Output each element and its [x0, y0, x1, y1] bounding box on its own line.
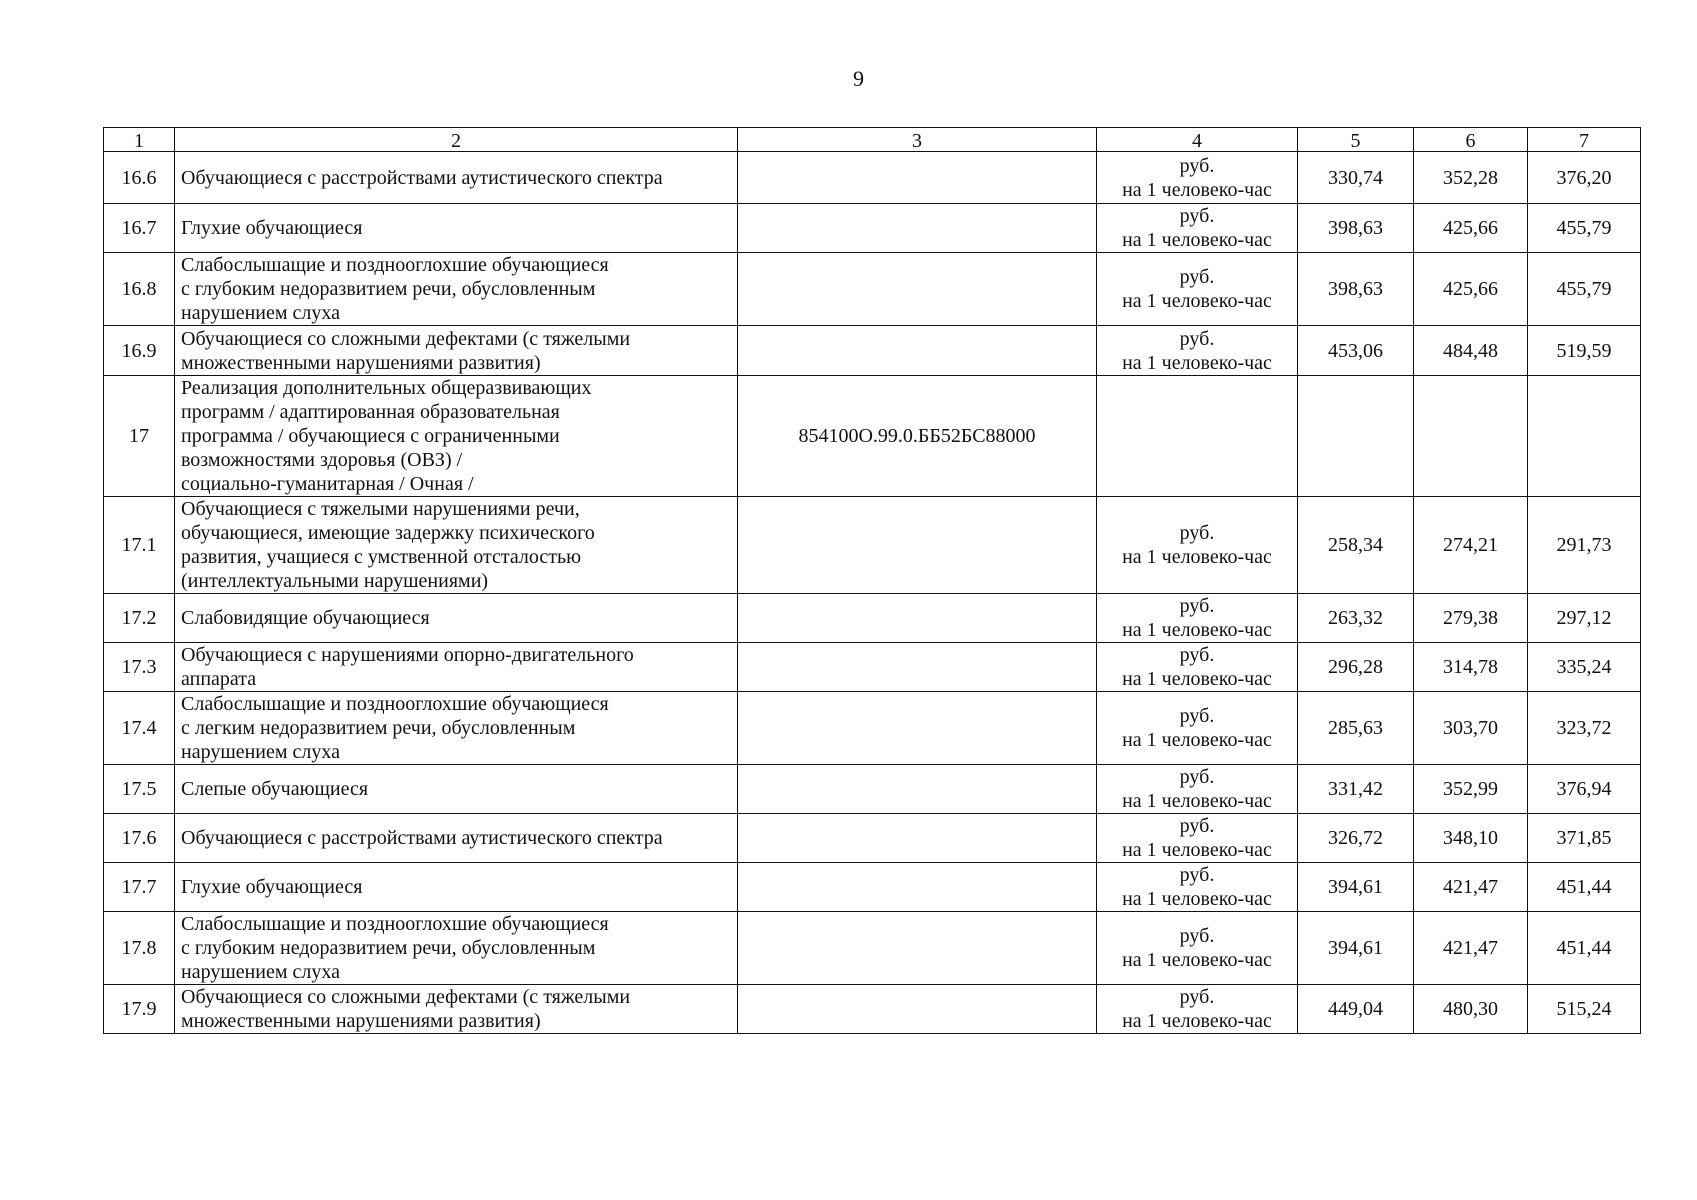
value-col-7: 376,94 — [1528, 765, 1641, 814]
unit-of-measure — [1097, 253, 1298, 326]
unit-line: на 1 человеко-час — [1122, 546, 1272, 568]
service-code — [738, 692, 1097, 765]
description-line: Слабослышащие и позднооглохшие обучающиеся — [181, 693, 609, 715]
unit-of-measure — [1097, 497, 1298, 594]
value-col-7: 376,20 — [1528, 152, 1641, 204]
description-line: (интеллектуальными нарушениями) — [181, 570, 489, 592]
description-line: нарушением слуха — [181, 741, 341, 763]
table-body — [104, 152, 1641, 1034]
service-code — [738, 497, 1097, 594]
value-col-6: 421,47 — [1414, 863, 1528, 912]
value-col-7: 335,24 — [1528, 643, 1641, 692]
value-col-7: 515,24 — [1528, 985, 1641, 1034]
value-col-7: 455,79 — [1528, 204, 1641, 253]
value-col-6 — [1414, 376, 1528, 497]
row-number: 17.8 — [104, 912, 175, 985]
value-col-7: 451,44 — [1528, 912, 1641, 985]
unit-line: руб. — [1179, 205, 1215, 227]
value-col-7: 291,73 — [1528, 497, 1641, 594]
service-code — [738, 643, 1097, 692]
unit-line: руб. — [1179, 986, 1215, 1008]
unit-of-measure — [1097, 204, 1298, 253]
col-header-2: 2 — [175, 128, 738, 152]
description-line: Реализация дополнительных общеразвивающих — [181, 377, 592, 399]
row-number: 17.7 — [104, 863, 175, 912]
col-header-5: 5 — [1298, 128, 1414, 152]
row-description — [175, 376, 738, 497]
service-code — [738, 912, 1097, 985]
value-col-6: 348,10 — [1414, 814, 1528, 863]
row-description — [175, 692, 738, 765]
unit-of-measure — [1097, 326, 1298, 376]
col-header-1: 1 — [104, 128, 175, 152]
row-number: 17.6 — [104, 814, 175, 863]
value-col-7: 323,72 — [1528, 692, 1641, 765]
value-col-6: 484,48 — [1414, 326, 1528, 376]
table-row — [104, 152, 1641, 204]
description-line: Обучающиеся со сложными дефектами (с тяжелыми — [181, 986, 631, 1008]
service-code — [738, 985, 1097, 1034]
unit-of-measure — [1097, 863, 1298, 912]
table-row — [104, 814, 1641, 863]
description-line: с глубоким недоразвитием речи, обусловленным — [181, 937, 596, 959]
description-line: нарушением слуха — [181, 961, 341, 983]
unit-line: на 1 человеко-час — [1122, 178, 1272, 201]
description-line: программ / адаптированная образовательная — [181, 401, 560, 423]
description-line: Обучающиеся с расстройствами аутистического спектра — [181, 166, 663, 189]
value-col-5: 331,42 — [1298, 765, 1414, 814]
value-col-5: 330,74 — [1298, 152, 1414, 204]
value-col-6: 314,78 — [1414, 643, 1528, 692]
description-line: Слепые обучающиеся — [181, 778, 369, 800]
value-col-5: 326,72 — [1298, 814, 1414, 863]
unit-line: на 1 человеко-час — [1122, 839, 1272, 861]
value-col-6: 303,70 — [1414, 692, 1528, 765]
description-line: множественными нарушениями развития) — [181, 351, 541, 374]
row-number: 17.3 — [104, 643, 175, 692]
unit-line: на 1 человеко-час — [1122, 668, 1272, 690]
unit-line: руб. — [1179, 864, 1215, 886]
value-col-6: 274,21 — [1414, 497, 1528, 594]
page-number: 9 — [853, 66, 864, 91]
unit-line: руб. — [1179, 327, 1215, 350]
unit-line: на 1 человеко-час — [1122, 1010, 1272, 1032]
value-col-5: 285,63 — [1298, 692, 1414, 765]
unit-line: на 1 человеко-час — [1122, 290, 1272, 312]
value-col-6: 279,38 — [1414, 594, 1528, 643]
description-line: Обучающиеся со сложными дефектами (с тяжелыми — [181, 327, 631, 350]
row-number: 17 — [104, 376, 175, 497]
service-code — [738, 814, 1097, 863]
row-description — [175, 912, 738, 985]
description-line: социально-гуманитарная / Очная / — [181, 473, 474, 495]
value-col-5: 449,04 — [1298, 985, 1414, 1034]
description-line: обучающиеся, имеющие задержку психического — [181, 522, 595, 544]
col-header-3: 3 — [738, 128, 1097, 152]
description-line: Слабовидящие обучающиеся — [181, 607, 430, 629]
table-row — [104, 497, 1641, 594]
description-line: Обучающиеся с нарушениями опорно-двигательного — [181, 644, 634, 666]
row-description — [175, 814, 738, 863]
value-col-5: 453,06 — [1298, 326, 1414, 376]
value-col-5: 296,28 — [1298, 643, 1414, 692]
value-col-6: 352,99 — [1414, 765, 1528, 814]
unit-of-measure — [1097, 594, 1298, 643]
row-number: 16.8 — [104, 253, 175, 326]
unit-line: руб. — [1179, 595, 1215, 617]
service-code — [738, 765, 1097, 814]
description-line: Слабослышащие и позднооглохшие обучающиеся — [181, 913, 609, 935]
service-code — [738, 863, 1097, 912]
description-line: Глухие обучающиеся — [181, 217, 363, 239]
unit-line: на 1 человеко-час — [1122, 888, 1272, 910]
table-row — [104, 253, 1641, 326]
value-col-5 — [1298, 376, 1414, 497]
unit-line: на 1 человеко-час — [1122, 729, 1272, 751]
description-line: аппарата — [181, 668, 257, 690]
row-description — [175, 594, 738, 643]
value-col-5: 398,63 — [1298, 204, 1414, 253]
value-col-6: 425,66 — [1414, 253, 1528, 326]
table-row — [104, 326, 1641, 376]
row-number: 16.7 — [104, 204, 175, 253]
description-line: развития, учащиеся с умственной отсталостью — [181, 546, 582, 568]
value-col-5: 398,63 — [1298, 253, 1414, 326]
unit-line: на 1 человеко-час — [1122, 949, 1272, 971]
value-col-7: 371,85 — [1528, 814, 1641, 863]
value-col-6: 421,47 — [1414, 912, 1528, 985]
description-line: Глухие обучающиеся — [181, 876, 363, 898]
unit-line: на 1 человеко-час — [1122, 351, 1272, 374]
unit-of-measure — [1097, 376, 1298, 497]
unit-line: руб. — [1179, 925, 1215, 947]
tariff-table — [103, 127, 1641, 1034]
row-description — [175, 326, 738, 376]
value-col-7 — [1528, 376, 1641, 497]
value-col-7: 297,12 — [1528, 594, 1641, 643]
unit-of-measure — [1097, 985, 1298, 1034]
row-number: 17.9 — [104, 985, 175, 1034]
description-line: Обучающиеся с расстройствами аутистического спектра — [181, 827, 663, 849]
value-col-5: 258,34 — [1298, 497, 1414, 594]
table-row — [104, 985, 1641, 1034]
value-col-7: 455,79 — [1528, 253, 1641, 326]
row-description — [175, 204, 738, 253]
col-header-7: 7 — [1528, 128, 1641, 152]
table-row — [104, 204, 1641, 253]
description-line: с легким недоразвитием речи, обусловленным — [181, 717, 576, 739]
unit-line: руб. — [1179, 522, 1215, 544]
service-code — [738, 326, 1097, 376]
service-code — [738, 152, 1097, 204]
unit-line: руб. — [1179, 644, 1215, 666]
row-number: 17.5 — [104, 765, 175, 814]
unit-of-measure — [1097, 692, 1298, 765]
description-line: Слабослышащие и позднооглохшие обучающиеся — [181, 254, 609, 276]
row-description — [175, 985, 738, 1034]
value-col-7: 451,44 — [1528, 863, 1641, 912]
col-header-4: 4 — [1097, 128, 1298, 152]
unit-line: на 1 человеко-час — [1122, 229, 1272, 251]
row-description — [175, 643, 738, 692]
description-line: Обучающиеся с тяжелыми нарушениями речи, — [181, 498, 580, 520]
row-description — [175, 863, 738, 912]
unit-of-measure — [1097, 814, 1298, 863]
value-col-5: 394,61 — [1298, 912, 1414, 985]
description-line: возможностями здоровья (ОВЗ) / — [181, 449, 463, 471]
row-description — [175, 765, 738, 814]
description-line: нарушением слуха — [181, 302, 341, 324]
service-code: 854100О.99.0.ББ52БС88000 — [738, 376, 1097, 497]
unit-line: руб. — [1179, 154, 1215, 177]
unit-line: на 1 человеко-час — [1122, 790, 1272, 812]
row-description — [175, 497, 738, 594]
description-line: программа / обучающиеся с ограниченными — [181, 425, 560, 447]
value-col-5: 394,61 — [1298, 863, 1414, 912]
value-col-6: 480,30 — [1414, 985, 1528, 1034]
row-number: 17.4 — [104, 692, 175, 765]
header-row — [104, 128, 1641, 152]
row-number: 16.6 — [104, 152, 175, 204]
unit-line: руб. — [1179, 815, 1215, 837]
table-row — [104, 376, 1641, 497]
unit-of-measure — [1097, 765, 1298, 814]
unit-line: на 1 человеко-час — [1122, 619, 1272, 641]
row-number: 17.1 — [104, 497, 175, 594]
description-line: множественными нарушениями развития) — [181, 1010, 541, 1032]
unit-of-measure — [1097, 152, 1298, 204]
table-row — [104, 594, 1641, 643]
value-col-7: 519,59 — [1528, 326, 1641, 376]
col-header-6: 6 — [1414, 128, 1528, 152]
unit-line: руб. — [1179, 766, 1215, 788]
unit-of-measure — [1097, 643, 1298, 692]
unit-line: руб. — [1179, 705, 1215, 727]
row-description — [175, 152, 738, 204]
description-line: с глубоким недоразвитием речи, обусловленным — [181, 278, 596, 300]
value-col-6: 352,28 — [1414, 152, 1528, 204]
service-code — [738, 204, 1097, 253]
table-row — [104, 692, 1641, 765]
value-col-5: 263,32 — [1298, 594, 1414, 643]
table-row — [104, 643, 1641, 692]
service-code — [738, 594, 1097, 643]
value-col-6: 425,66 — [1414, 204, 1528, 253]
unit-of-measure — [1097, 912, 1298, 985]
service-code — [738, 253, 1097, 326]
table-row — [104, 863, 1641, 912]
row-number: 16.9 — [104, 326, 175, 376]
row-description — [175, 253, 738, 326]
unit-line: руб. — [1179, 266, 1215, 288]
table-row — [104, 765, 1641, 814]
row-number: 17.2 — [104, 594, 175, 643]
table-row — [104, 912, 1641, 985]
